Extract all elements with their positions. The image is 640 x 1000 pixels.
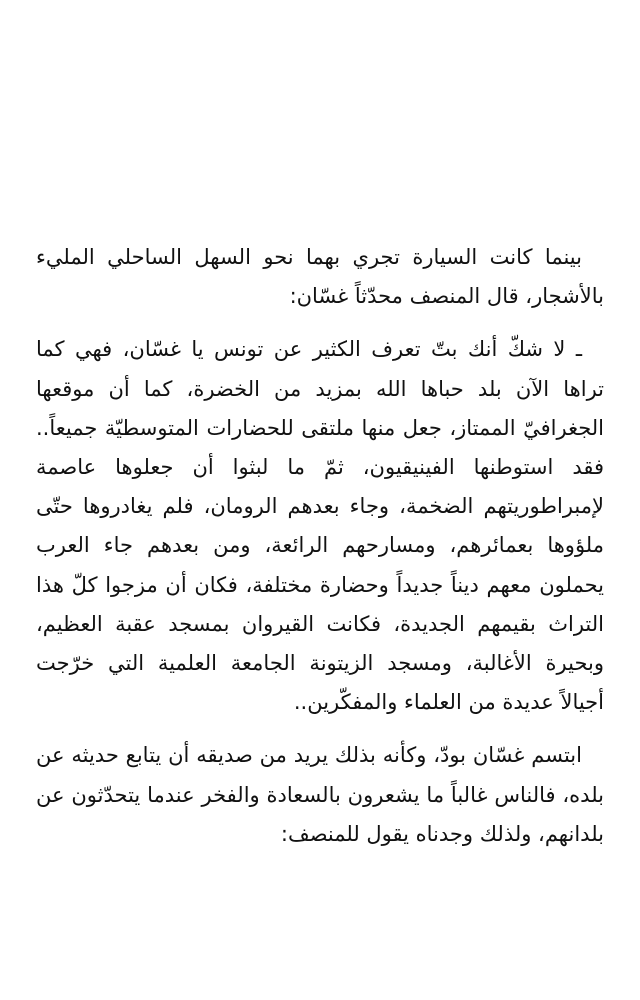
paragraph-narration-closing: ابتسم غسّان بودّ، وكأنه بذلك يريد من صديقه أن يتابع حديثه عن بلده، فالناس غالباً ما يشعرون بالسعادة والفخر عندما يتحدّثون عن بلدانهم، ولذلك وجدناه يقول للمنصف: — [36, 743, 604, 846]
paragraph-narration-intro: بينما كانت السيارة تجري بهما نحو السهل الساحلي المليء بالأشجار، قال المنصف محدّثاً غسّان: — [36, 245, 604, 309]
paragraph-dialogue: ـ لا شكّ أنك بتّ تعرف الكثير عن تونس يا غسّان، فهي كما تراها الآن بلد حباها الله بمزيد من الخضرة، كما أن موقعها الجغرافيّ الممتاز، جعل منها ملتقى للحضارات المتوسطيّة جميعاً.. فقد استوطنها الفينيقيون، ثمّ ما لبثوا أن جعلوها عاصمة لإمبراطوريتهم الضخمة، وجاء بعدهم الرومان، فلم يغادروها حتّى ملؤوها بعمائرهم، ومسارحهم الرائعة، ومن بعدهم جاء العرب يحملون معهم ديناً جديداً وحضارة مختلفة، فكان أن مزجوا كلّ هذا التراث بقيمهم الجديدة، فكانت القيروان بمسجد عقبة العظيم، وبحيرة الأغالبة، ومسجد الزيتونة الجامعة العلمية التي خرّجت أجيالاً عديدة من العلماء والمفكّرين.. — [36, 337, 604, 715]
body-text — [36, 238, 604, 854]
